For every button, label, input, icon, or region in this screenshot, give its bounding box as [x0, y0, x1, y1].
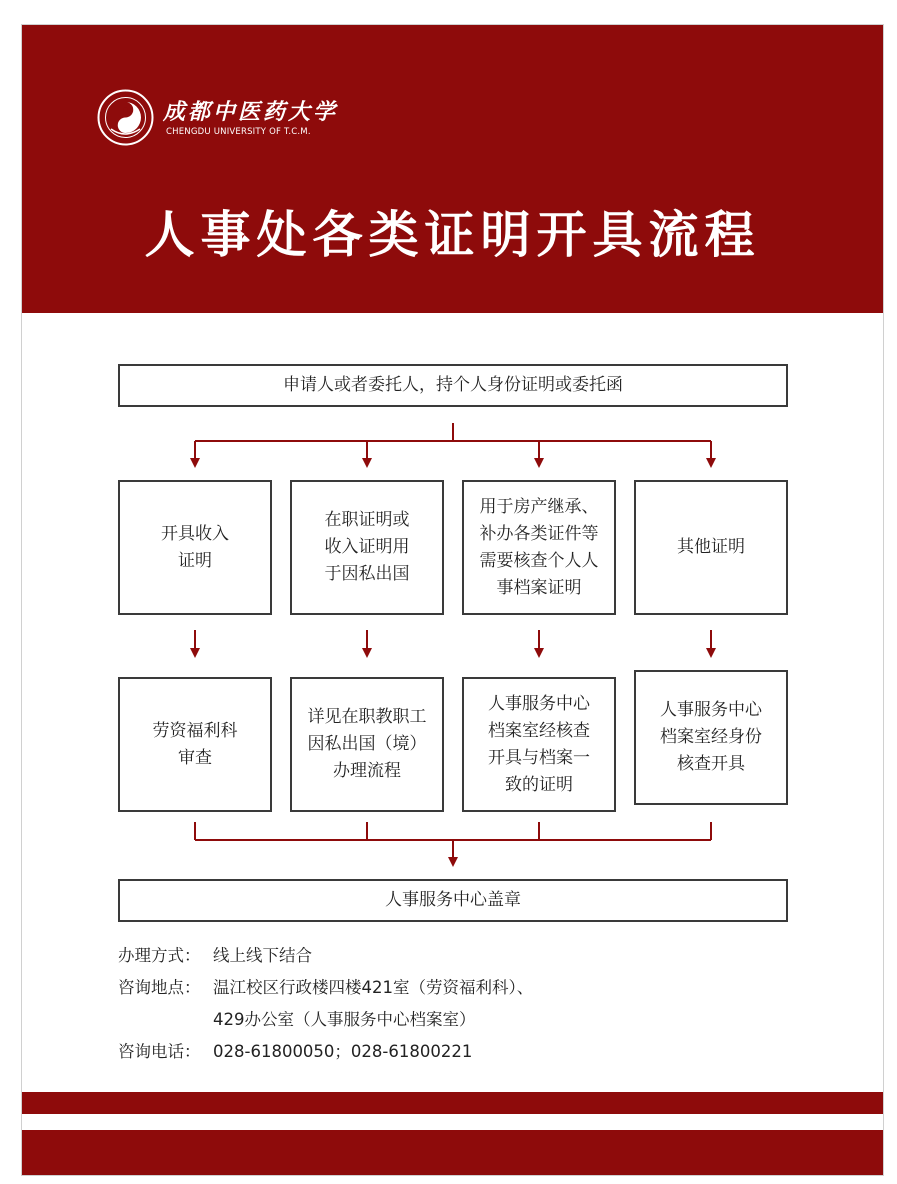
- location-label: 咨询地点：: [118, 978, 201, 997]
- phone-label: 咨询电话：: [118, 1042, 201, 1061]
- type-box-2: [290, 480, 444, 615]
- info-section: [118, 940, 533, 1068]
- action-box-4: [634, 670, 788, 805]
- logo-english-name: CHENGDU UNIVERSITY OF T.C.M.: [166, 127, 311, 137]
- footer-band-top: [22, 1092, 883, 1114]
- start-step-text: 申请人或者委托人，持个人身份证明或委托函: [283, 375, 623, 395]
- action-box-3: [462, 677, 616, 812]
- method-row: [118, 940, 533, 972]
- end-step-text: 人事服务中心盖章: [385, 890, 521, 910]
- logo-chinese-name: 成都中医药大学: [163, 99, 339, 125]
- phone-row: [118, 1036, 533, 1068]
- end-step-box: [118, 879, 788, 922]
- type-text-3: 用于房产继承、 补办各类证件等 需要核查个人人 事档案证明: [479, 496, 599, 598]
- method-value: 线上线下结合: [213, 946, 312, 965]
- start-step-box: [118, 364, 788, 407]
- phone-value: 028-61800050；028-61800221: [213, 1042, 473, 1061]
- type-text-2: 在职证明或 收入证明用 于因私出国: [324, 510, 410, 584]
- method-label: 办理方式：: [118, 946, 201, 965]
- page-title: 人事处各类证明开具流程: [144, 206, 761, 264]
- type-box-4: [634, 480, 788, 615]
- location-row-2: [118, 1004, 533, 1036]
- type-text-1: 开具收入 证明: [161, 523, 229, 571]
- action-text-1: 劳资福利科 审查: [152, 720, 238, 768]
- action-box-2: [290, 677, 444, 812]
- action-text-4: 人事服务中心 档案室经身份 核查开具: [660, 700, 762, 774]
- type-box-3: [462, 480, 616, 615]
- action-box-1: [118, 677, 272, 812]
- location-row: [118, 972, 533, 1004]
- location-value-1: 温江校区行政楼四楼421室（劳资福利科）、: [213, 978, 534, 997]
- action-text-2: 详见在职教职工 因私出国（境） 办理流程: [307, 707, 427, 781]
- type-box-1: [118, 480, 272, 615]
- location-value-2: 429办公室（人事服务中心档案室）: [213, 1010, 476, 1029]
- action-text-3: 人事服务中心 档案室经核查 开具与档案一 致的证明: [488, 693, 590, 795]
- footer-band-bottom: [22, 1130, 883, 1175]
- type-text-4: 其他证明: [677, 537, 745, 557]
